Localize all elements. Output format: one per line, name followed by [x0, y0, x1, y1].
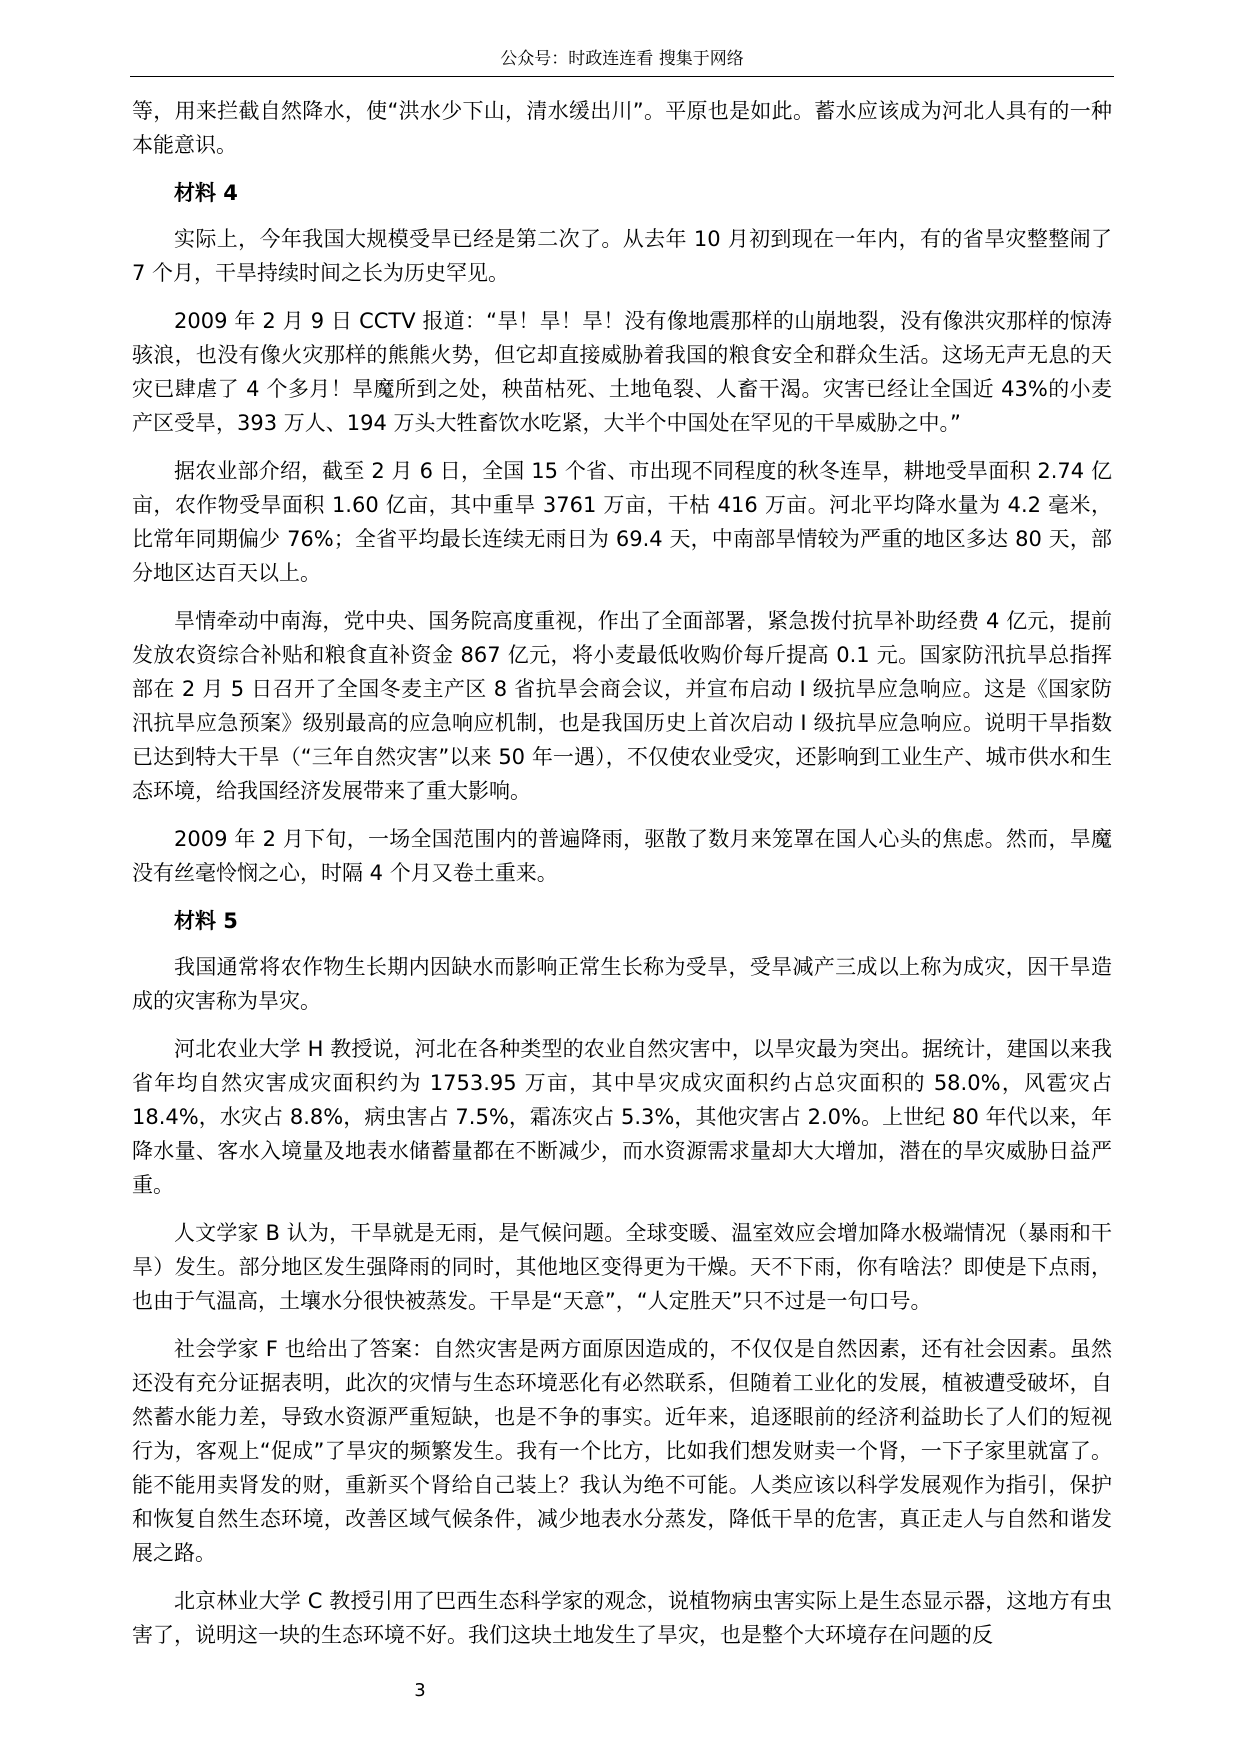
- paragraph: 据农业部介绍，截至 2 月 6 日，全国 15 个省、市出现不同程度的秋冬连旱，耕地受旱面积 2.74 亿亩，农作物受旱面积 1.60 亿亩，其中重旱 3761 万亩，干枯 416 万亩。河北平均降水量为 4.2 毫米，比常年同期偏少 76%；全省平均最长连续无雨日为 69.4 天，中南部旱情较为严重的地区多达 80 天，部分地区达百天以上。: [132, 459, 1112, 585]
- section-heading-material-4: 材料 4: [174, 181, 238, 205]
- paragraph: 社会学家 F 也给出了答案：自然灾害是两方面原因造成的，不仅仅是自然因素，还有社会因素。虽然还没有充分证据表明，此次的灾情与生态环境恶化有必然联系，但随着工业化的发展，植被遭受破坏，自然蓄水能力差，导致水资源严重短缺，也是不争的事实。近年来，追逐眼前的经济利益助长了人们的短视行为，客观上“促成”了旱灾的频繁发生。我有一个比方，比如我们想发财卖一个肾，一下子家里就富了。能不能用卖肾发的财，重新买个肾给自己装上？我认为绝不可能。人类应该以科学发展观作为指引，保护和恢复自然生态环境，改善区域气候条件，减少地表水分蒸发，降低干旱的危害，真正走人与自然和谐发展之路。: [132, 1337, 1112, 1565]
- page-header: 公众号：时政连连看 搜集于网络: [130, 42, 1114, 77]
- section-heading-material-5: 材料 5: [174, 909, 238, 933]
- paragraph: 北京林业大学 C 教授引用了巴西生态科学家的观念，说植物病虫害实际上是生态显示器，这地方有虫害了，说明这一块的生态环境不好。我们这块土地发生了旱灾，也是整个大环境存在问题的反: [132, 1589, 1112, 1647]
- paragraph: 2009 年 2 月下旬，一场全国范围内的普遍降雨，驱散了数月来笼罩在国人心头的焦虑。然而，旱魔没有丝毫怜悯之心，时隔 4 个月又卷土重来。: [132, 827, 1112, 885]
- paragraph: 旱情牵动中南海，党中央、国务院高度重视，作出了全面部署，紧急拨付抗旱补助经费 4 亿元，提前发放农资综合补贴和粮食直补资金 867 亿元，将小麦最低收购价每斤提高 0.1 元。国家防汛抗旱总指挥部在 2 月 5 日召开了全国冬麦主产区 8 省抗旱会商会议，并宣布启动 I 级抗旱应急响应。这是《国家防汛抗旱应急预案》级别最高的应急响应机制，也是我国历史上首次启动 I 级抗旱应急响应。说明干旱指数已达到特大干旱（“三年自然灾害”以来 50 年一遇），不仅使农业受灾，还影响到工业生产、城市供水和生态环境，给我国经济发展带来了重大影响。: [132, 609, 1112, 803]
- paragraph: 人文学家 B 认为，干旱就是无雨，是气候问题。全球变暖、温室效应会增加降水极端情况（暴雨和干旱）发生。部分地区发生强降雨的同时，其他地区变得更为干燥。天不下雨，你有啥法？即使是下点雨，也由于气温高，土壤水分很快被蒸发。干旱是“天意”，“人定胜天”只不过是一句口号。: [132, 1221, 1112, 1313]
- paragraph: 实际上，今年我国大规模受旱已经是第二次了。从去年 10 月初到现在一年内，有的省旱灾整整闹了 7 个月，干旱持续时间之长为历史罕见。: [132, 227, 1112, 285]
- page-number: 3: [414, 1680, 426, 1701]
- paragraph: 我国通常将农作物生长期内因缺水而影响正常生长称为受旱，受旱减产三成以上称为成灾，因干旱造成的灾害称为旱灾。: [132, 955, 1112, 1013]
- paragraph-continuation: 等，用来拦截自然降水，使“洪水少下山，清水缓出川”。平原也是如此。蓄水应该成为河北人具有的一种本能意识。: [132, 99, 1112, 157]
- paragraph: 2009 年 2 月 9 日 CCTV 报道：“旱！旱！旱！没有像地震那样的山崩地裂，没有像洪灾那样的惊涛骇浪，也没有像火灾那样的熊熊火势，但它却直接威胁着我国的粮食安全和群众生活。这场无声无息的天灾已肆虐了 4 个多月！旱魔所到之处，秧苗枯死、土地龟裂、人畜干渴。灾害已经让全国近 43%的小麦产区受旱，393 万人、194 万头大牲畜饮水吃紧，大半个中国处在罕见的干旱威胁之中。”: [132, 309, 1112, 435]
- document-body: [132, 94, 1112, 1666]
- paragraph: 河北农业大学 H 教授说，河北在各种类型的农业自然灾害中，以旱灾最为突出。据统计，建国以来我省年均自然灾害成灾面积约为 1753.95 万亩，其中旱灾成灾面积约占总灾面积的 58.0%，风雹灾占 18.4%，水灾占 8.8%，病虫害占 7.5%，霜冻灾占 5.3%，其他灾害占 2.0%。上世纪 80 年代以来，年降水量、客水入境量及地表水储蓄量都在不断减少，而水资源需求量却大大增加，潜在的旱灾威胁日益严重。: [132, 1037, 1112, 1197]
